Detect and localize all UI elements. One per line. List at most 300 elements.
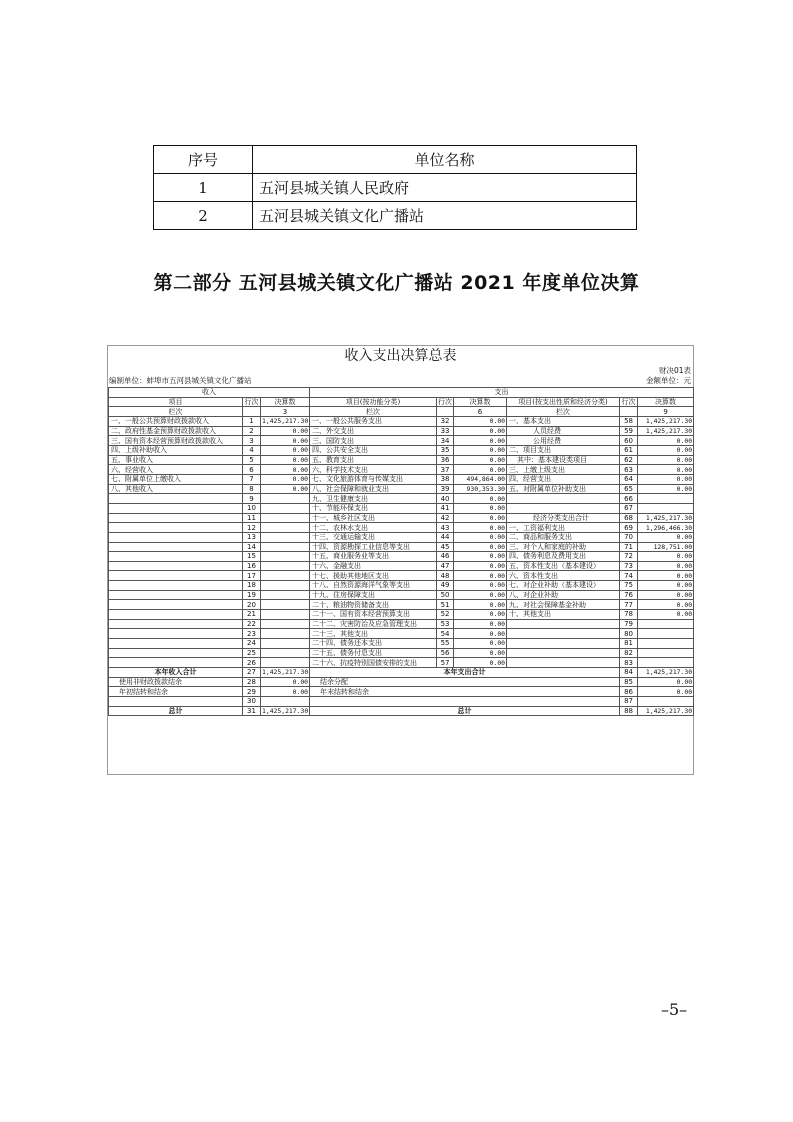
expense-item: 年末结转和结余 bbox=[310, 687, 620, 697]
table-row bbox=[109, 474, 694, 484]
income-item: 六、经营收入 bbox=[109, 465, 243, 475]
expense-econ-row-no: 61 bbox=[620, 445, 638, 455]
total-row bbox=[109, 668, 694, 678]
expense-econ-item: 其中：基本建设类项目 bbox=[507, 455, 620, 465]
expense-func-amount: 0.00 bbox=[454, 619, 507, 629]
expense-econ-item bbox=[507, 629, 620, 639]
expense-econ-amount bbox=[638, 494, 694, 504]
unit-no: 2 bbox=[154, 202, 253, 230]
table-row bbox=[109, 494, 694, 504]
expense-amount: 0.00 bbox=[638, 687, 694, 697]
expense-econ-item bbox=[507, 619, 620, 629]
expense-econ-row-no: 75 bbox=[620, 581, 638, 591]
income-row-no: 30 bbox=[243, 697, 261, 707]
income-item bbox=[109, 571, 243, 581]
income-item bbox=[109, 648, 243, 658]
expense-econ-amount: 128,751.00 bbox=[638, 542, 694, 552]
expense-econ-amount: 0.00 bbox=[638, 532, 694, 542]
table-row bbox=[109, 648, 694, 658]
expense-func-row-no: 46 bbox=[437, 552, 454, 562]
expense-econ-row-no: 76 bbox=[620, 590, 638, 600]
expense-econ-item: 六、资本性支出 bbox=[507, 571, 620, 581]
expense-func-row-no: 43 bbox=[437, 523, 454, 533]
table-row bbox=[154, 202, 637, 230]
expense-func-item: 十、节能环保支出 bbox=[310, 503, 437, 513]
income-amount bbox=[261, 513, 310, 523]
table-row bbox=[109, 436, 694, 446]
expense-econ-item: 三、上缴上级支出 bbox=[507, 465, 620, 475]
income-amount bbox=[261, 581, 310, 591]
income-row-no: 6 bbox=[243, 465, 261, 475]
income-item: 八、其他收入 bbox=[109, 484, 243, 494]
expense-econ-row-no: 79 bbox=[620, 619, 638, 629]
expense-func-amount: 0.00 bbox=[454, 532, 507, 542]
expense-econ-amount: 0.00 bbox=[638, 436, 694, 446]
expense-econ-row-no: 78 bbox=[620, 610, 638, 620]
income-amount bbox=[261, 697, 310, 707]
income-item bbox=[109, 532, 243, 542]
income-row-no: 28 bbox=[243, 677, 261, 687]
income-row-no: 22 bbox=[243, 619, 261, 629]
expense-econ-amount bbox=[638, 639, 694, 649]
expense-func-row-no: 32 bbox=[437, 416, 454, 426]
income-amount bbox=[261, 590, 310, 600]
income-item bbox=[109, 494, 243, 504]
expense-econ-row-no: 73 bbox=[620, 561, 638, 571]
expense-econ-item: 九、对社会保障基金补助 bbox=[507, 600, 620, 610]
income-row-no: 8 bbox=[243, 484, 261, 494]
income-row-no: 16 bbox=[243, 561, 261, 571]
expense-func-row-no: 47 bbox=[437, 561, 454, 571]
page-number: –5– bbox=[661, 1000, 688, 1019]
income-row-no: 13 bbox=[243, 532, 261, 542]
expense-econ-item: 七、对企业补助（基本建设） bbox=[507, 581, 620, 591]
expense-econ-item bbox=[507, 639, 620, 649]
expense-func-item: 二十二、灾害防治及应急管理支出 bbox=[310, 619, 437, 629]
currency-unit: 金额单位：元 bbox=[646, 376, 691, 385]
income-amount bbox=[261, 494, 310, 504]
summary-grid bbox=[108, 387, 694, 716]
expense-econ-item: 人员经费 bbox=[507, 426, 620, 436]
expense-func-amount: 0.00 bbox=[454, 600, 507, 610]
total-income-label: 本年收入合计 bbox=[109, 668, 243, 678]
expense-func-item: 五、教育支出 bbox=[310, 455, 437, 465]
expense-func-amount: 0.00 bbox=[454, 648, 507, 658]
grid-header-row bbox=[109, 407, 694, 417]
expense-func-row-no: 37 bbox=[437, 465, 454, 475]
expense-func-item: 四、公共安全支出 bbox=[310, 445, 437, 455]
table-row bbox=[109, 600, 694, 610]
expense-econ-amount: 0.00 bbox=[638, 581, 694, 591]
table-row bbox=[109, 610, 694, 620]
expense-econ-row-no: 71 bbox=[620, 542, 638, 552]
expense-row-no: 86 bbox=[620, 687, 638, 697]
expense-func-amount: 0.00 bbox=[454, 416, 507, 426]
expense-econ-amount bbox=[638, 619, 694, 629]
expense-func-item: 十五、商业服务业等支出 bbox=[310, 552, 437, 562]
table-row bbox=[109, 619, 694, 629]
total-expense-row-no: 84 bbox=[620, 668, 638, 678]
expense-amount: 0.00 bbox=[638, 677, 694, 687]
expense-func-item: 一、一般公共服务支出 bbox=[310, 416, 437, 426]
income-amount bbox=[261, 610, 310, 620]
income-row-no: 7 bbox=[243, 474, 261, 484]
expense-func-item: 二、外交支出 bbox=[310, 426, 437, 436]
expense-func-row-no: 55 bbox=[437, 639, 454, 649]
income-amount: 0.00 bbox=[261, 474, 310, 484]
col-index: 3 bbox=[261, 407, 310, 417]
expense-econ-item: 一、工资福利支出 bbox=[507, 523, 620, 533]
income-row-no: 15 bbox=[243, 552, 261, 562]
col-item: 项目 bbox=[109, 397, 243, 407]
expense-econ-item: 十、其他支出 bbox=[507, 610, 620, 620]
income-header: 收入 bbox=[109, 388, 310, 398]
expense-row-no: 85 bbox=[620, 677, 638, 687]
table-row bbox=[109, 658, 694, 668]
expense-econ-item: 一、基本支出 bbox=[507, 416, 620, 426]
table-row bbox=[109, 590, 694, 600]
table-row bbox=[109, 426, 694, 436]
expense-econ-item bbox=[507, 494, 620, 504]
expense-econ-amount: 0.00 bbox=[638, 455, 694, 465]
income-amount bbox=[261, 639, 310, 649]
expense-func-item: 十三、交通运输支出 bbox=[310, 532, 437, 542]
income-item: 四、上级补助收入 bbox=[109, 445, 243, 455]
income-amount: 0.00 bbox=[261, 426, 310, 436]
table-row bbox=[109, 639, 694, 649]
expense-func-item: 二十一、国有资本经营预算支出 bbox=[310, 610, 437, 620]
expense-func-row-no: 42 bbox=[437, 513, 454, 523]
table-row bbox=[109, 581, 694, 591]
income-item: 五、事业收入 bbox=[109, 455, 243, 465]
income-row-no: 5 bbox=[243, 455, 261, 465]
grand-total-income-amount: 1,425,217.30 bbox=[262, 706, 309, 715]
form-number: 财决01表 bbox=[658, 366, 691, 375]
table-row bbox=[109, 629, 694, 639]
income-row-no: 20 bbox=[243, 600, 261, 610]
expense-econ-amount: 1,425,217.30 bbox=[638, 513, 694, 523]
expense-func-item: 二十四、债务还本支出 bbox=[310, 639, 437, 649]
expense-econ-row-no: 83 bbox=[620, 658, 638, 668]
total-income-row-no: 27 bbox=[243, 668, 261, 678]
expense-func-item: 三、国防支出 bbox=[310, 436, 437, 446]
expense-econ-amount: 0.00 bbox=[638, 600, 694, 610]
expense-func-row-no: 54 bbox=[437, 629, 454, 639]
expense-econ-row-no: 80 bbox=[620, 629, 638, 639]
col-label: 栏次 bbox=[507, 407, 620, 417]
expense-econ-amount: 0.00 bbox=[638, 552, 694, 562]
expense-func-item: 二十六、抗疫特别国债安排的支出 bbox=[310, 658, 437, 668]
income-item bbox=[109, 697, 243, 707]
expense-func-item: 十二、农林水支出 bbox=[310, 523, 437, 533]
col-row-no: 行次 bbox=[244, 397, 259, 406]
expense-func-row-no: 35 bbox=[437, 445, 454, 455]
expense-func-item: 十六、金融支出 bbox=[310, 561, 437, 571]
income-item bbox=[109, 552, 243, 562]
expense-header: 支出 bbox=[310, 388, 694, 398]
sheet-title: 收入支出决算总表 bbox=[344, 348, 457, 364]
expense-func-amount: 0.00 bbox=[454, 523, 507, 533]
expense-econ-row-no: 58 bbox=[620, 416, 638, 426]
expense-func-amount: 0.00 bbox=[454, 445, 507, 455]
expense-func-item: 十九、住房保障支出 bbox=[310, 590, 437, 600]
income-item bbox=[109, 513, 243, 523]
income-row-no: 23 bbox=[243, 629, 261, 639]
income-row-no: 11 bbox=[243, 513, 261, 523]
expense-func-amount: 0.00 bbox=[454, 581, 507, 591]
income-row-no: 14 bbox=[243, 542, 261, 552]
expense-econ-amount bbox=[638, 629, 694, 639]
header-name: 单位名称 bbox=[253, 146, 637, 174]
expense-econ-amount: 1,425,217.30 bbox=[638, 426, 694, 436]
expense-func-amount: 0.00 bbox=[454, 629, 507, 639]
grand-total-expense-label: 总计 bbox=[310, 706, 620, 716]
expense-econ-row-no: 70 bbox=[620, 532, 638, 542]
income-amount bbox=[261, 571, 310, 581]
expense-func-item: 二十三、其他支出 bbox=[310, 629, 437, 639]
income-item bbox=[109, 581, 243, 591]
expense-item: 结余分配 bbox=[310, 677, 620, 687]
expense-econ-item: 二、商品和服务支出 bbox=[507, 532, 620, 542]
col-row-no: 行次 bbox=[621, 397, 636, 406]
expense-func-amount: 0.00 bbox=[454, 658, 507, 668]
expense-func-row-no: 49 bbox=[437, 581, 454, 591]
income-item: 一、一般公共预算财政拨款收入 bbox=[109, 416, 243, 426]
income-item: 三、国有资本经营预算财政拨款收入 bbox=[109, 436, 243, 446]
table-row bbox=[109, 455, 694, 465]
expense-econ-amount: 0.00 bbox=[638, 610, 694, 620]
expense-econ-row-no: 74 bbox=[620, 571, 638, 581]
expense-func-amount: 494,864.00 bbox=[454, 474, 507, 484]
col-label: 栏次 bbox=[109, 407, 243, 417]
expense-econ-row-no: 69 bbox=[620, 523, 638, 533]
expense-econ-item: 五、资本性支出（基本建设） bbox=[507, 561, 620, 571]
expense-econ-row-no: 77 bbox=[620, 600, 638, 610]
expense-func-row-no: 48 bbox=[437, 571, 454, 581]
expense-func-amount: 0.00 bbox=[454, 513, 507, 523]
expense-econ-row-no: 82 bbox=[620, 648, 638, 658]
expense-econ-row-no: 62 bbox=[620, 455, 638, 465]
grand-total-expense-row-no: 88 bbox=[620, 706, 638, 716]
expense-econ-amount: 0.00 bbox=[638, 474, 694, 484]
income-amount bbox=[261, 532, 310, 542]
unit-name: 五河县城关镇人民政府 bbox=[253, 174, 637, 202]
grand-total-expense-amount: 1,425,217.30 bbox=[638, 706, 694, 716]
expense-econ-item bbox=[507, 658, 620, 668]
table-row bbox=[109, 697, 694, 707]
expense-econ-item: 经济分类支出合计 bbox=[507, 513, 620, 523]
section-title: 第二部分 五河县城关镇文化广播站 2021 年度单位决算 bbox=[153, 272, 640, 294]
income-amount bbox=[261, 561, 310, 571]
income-item bbox=[109, 600, 243, 610]
expense-econ-row-no: 68 bbox=[620, 513, 638, 523]
income-amount: 0.00 bbox=[261, 484, 310, 494]
income-item bbox=[109, 629, 243, 639]
income-row-no: 18 bbox=[243, 581, 261, 591]
expense-econ-amount bbox=[638, 648, 694, 658]
expense-func-item: 十四、资源勘探工业信息等支出 bbox=[310, 542, 437, 552]
table-row bbox=[154, 174, 637, 202]
income-amount bbox=[261, 648, 310, 658]
expense-econ-row-no: 63 bbox=[620, 465, 638, 475]
expense-func-amount: 930,353.30 bbox=[454, 484, 507, 494]
col-index: 9 bbox=[638, 407, 694, 417]
expense-func-item: 八、社会保障和就业支出 bbox=[310, 484, 437, 494]
total-income-amount: 1,425,217.30 bbox=[262, 668, 309, 677]
income-amount bbox=[261, 600, 310, 610]
expense-func-row-no: 52 bbox=[437, 610, 454, 620]
expense-func-row-no: 34 bbox=[437, 436, 454, 446]
table-row bbox=[109, 513, 694, 523]
expense-econ-item bbox=[507, 648, 620, 658]
expense-func-row-no: 57 bbox=[437, 658, 454, 668]
expense-econ-row-no: 65 bbox=[620, 484, 638, 494]
table-row bbox=[109, 687, 694, 697]
table-row bbox=[109, 571, 694, 581]
income-item bbox=[109, 658, 243, 668]
expense-econ-amount: 0.00 bbox=[638, 561, 694, 571]
expense-func-row-no: 50 bbox=[437, 590, 454, 600]
income-amount: 0.00 bbox=[261, 465, 310, 475]
income-amount: 1,425,217.30 bbox=[262, 417, 309, 426]
expense-econ-item bbox=[507, 503, 620, 513]
income-item: 使用非财政拨款结余 bbox=[109, 677, 243, 687]
income-amount: 0.00 bbox=[261, 445, 310, 455]
total-row bbox=[109, 706, 694, 716]
col-row-no: 行次 bbox=[438, 397, 453, 406]
expense-func-row-no: 36 bbox=[437, 455, 454, 465]
expense-econ-amount: 0.00 bbox=[638, 445, 694, 455]
grid-header-row bbox=[109, 388, 694, 398]
expense-econ-item: 三、对个人和家庭的补助 bbox=[507, 542, 620, 552]
income-item bbox=[109, 639, 243, 649]
income-amount: 0.00 bbox=[261, 455, 310, 465]
income-row-no: 3 bbox=[243, 436, 261, 446]
expense-econ-amount: 0.00 bbox=[638, 571, 694, 581]
income-item bbox=[109, 561, 243, 571]
expense-func-amount: 0.00 bbox=[454, 494, 507, 504]
income-amount: 0.00 bbox=[261, 687, 310, 697]
income-amount bbox=[261, 619, 310, 629]
expense-func-amount: 0.00 bbox=[454, 542, 507, 552]
unit-no: 1 bbox=[154, 174, 253, 202]
unit-table-header bbox=[154, 146, 637, 174]
expense-func-item: 二十、粮油物资储备支出 bbox=[310, 600, 437, 610]
expense-econ-row-no: 59 bbox=[620, 426, 638, 436]
expense-econ-row-no: 66 bbox=[620, 494, 638, 504]
expense-func-item: 二十五、债务付息支出 bbox=[310, 648, 437, 658]
expense-amount bbox=[638, 697, 694, 707]
table-row bbox=[109, 677, 694, 687]
income-row-no: 24 bbox=[243, 639, 261, 649]
income-amount: 0.00 bbox=[261, 436, 310, 446]
income-row-no: 21 bbox=[243, 610, 261, 620]
income-item: 七、附属单位上缴收入 bbox=[109, 474, 243, 484]
expense-econ-item: 公用经费 bbox=[507, 436, 620, 446]
expense-func-row-no: 33 bbox=[437, 426, 454, 436]
income-row-no: 29 bbox=[243, 687, 261, 697]
income-item: 年初结转和结余 bbox=[109, 687, 243, 697]
expense-func-amount: 0.00 bbox=[454, 552, 507, 562]
income-item: 二、政府性基金预算财政拨款收入 bbox=[109, 426, 243, 436]
income-row-no: 2 bbox=[243, 426, 261, 436]
expense-func-item: 十一、城乡社区支出 bbox=[310, 513, 437, 523]
income-item bbox=[109, 542, 243, 552]
col-amount: 决算数 bbox=[638, 397, 694, 407]
table-row bbox=[109, 532, 694, 542]
expense-func-amount: 0.00 bbox=[454, 436, 507, 446]
expense-econ-amount bbox=[638, 658, 694, 668]
expense-func-amount: 0.00 bbox=[454, 639, 507, 649]
header-no: 序号 bbox=[154, 146, 253, 174]
expense-econ-amount bbox=[638, 503, 694, 513]
expense-econ-amount: 1,425,217.30 bbox=[638, 416, 694, 426]
expense-econ-row-no: 60 bbox=[620, 436, 638, 446]
income-row-no: 1 bbox=[243, 416, 261, 426]
col-label: 栏次 bbox=[310, 407, 437, 417]
expense-func-item: 六、科学技术支出 bbox=[310, 465, 437, 475]
income-amount bbox=[261, 552, 310, 562]
expense-econ-amount: 0.00 bbox=[638, 465, 694, 475]
expense-econ-row-no: 64 bbox=[620, 474, 638, 484]
expense-func-amount: 0.00 bbox=[454, 561, 507, 571]
expense-econ-item: 八、对企业补助 bbox=[507, 590, 620, 600]
expense-func-row-no: 39 bbox=[437, 484, 454, 494]
expense-func-row-no: 40 bbox=[437, 494, 454, 504]
compiler-unit: 编制单位：蚌埠市五河县城关镇文化广播站 bbox=[109, 376, 252, 385]
total-expense-label: 本年支出合计 bbox=[310, 668, 620, 678]
expense-econ-amount: 0.00 bbox=[638, 590, 694, 600]
expense-func-amount: 0.00 bbox=[454, 455, 507, 465]
income-row-no: 25 bbox=[243, 648, 261, 658]
grand-total-income-row-no: 31 bbox=[243, 706, 261, 716]
expense-func-item: 十七、援助其他地区支出 bbox=[310, 571, 437, 581]
expense-func-item: 七、文化旅游体育与传媒支出 bbox=[310, 474, 437, 484]
expense-func-amount: 0.00 bbox=[454, 465, 507, 475]
income-row-no: 19 bbox=[243, 590, 261, 600]
expense-row-no: 87 bbox=[620, 697, 638, 707]
expense-econ-item: 二、项目支出 bbox=[507, 445, 620, 455]
income-row-no: 9 bbox=[243, 494, 261, 504]
total-expense-amount: 1,425,217.30 bbox=[638, 668, 694, 678]
unit-name: 五河县城关镇文化广播站 bbox=[253, 202, 637, 230]
table-row bbox=[109, 523, 694, 533]
expense-econ-amount: 0.00 bbox=[638, 484, 694, 494]
income-amount bbox=[261, 523, 310, 533]
table-row bbox=[109, 561, 694, 571]
table-row bbox=[109, 465, 694, 475]
income-item bbox=[109, 610, 243, 620]
col-item-econ: 项目(按支出性质和经济分类) bbox=[507, 397, 620, 407]
expense-func-item: 九、卫生健康支出 bbox=[310, 494, 437, 504]
expense-func-amount: 0.00 bbox=[454, 610, 507, 620]
income-row-no: 26 bbox=[243, 658, 261, 668]
col-amount: 决算数 bbox=[454, 397, 507, 407]
expense-func-amount: 0.00 bbox=[454, 571, 507, 581]
income-item bbox=[109, 503, 243, 513]
unit-table bbox=[153, 145, 637, 230]
expense-econ-row-no: 67 bbox=[620, 503, 638, 513]
table-row bbox=[109, 416, 694, 426]
grid-header-row bbox=[109, 397, 694, 407]
expense-econ-row-no: 81 bbox=[620, 639, 638, 649]
col-index: 6 bbox=[454, 407, 507, 417]
income-amount bbox=[261, 542, 310, 552]
expense-func-row-no: 45 bbox=[437, 542, 454, 552]
expense-func-amount: 0.00 bbox=[454, 426, 507, 436]
expense-item bbox=[310, 697, 620, 707]
summary-sheet bbox=[107, 345, 694, 775]
